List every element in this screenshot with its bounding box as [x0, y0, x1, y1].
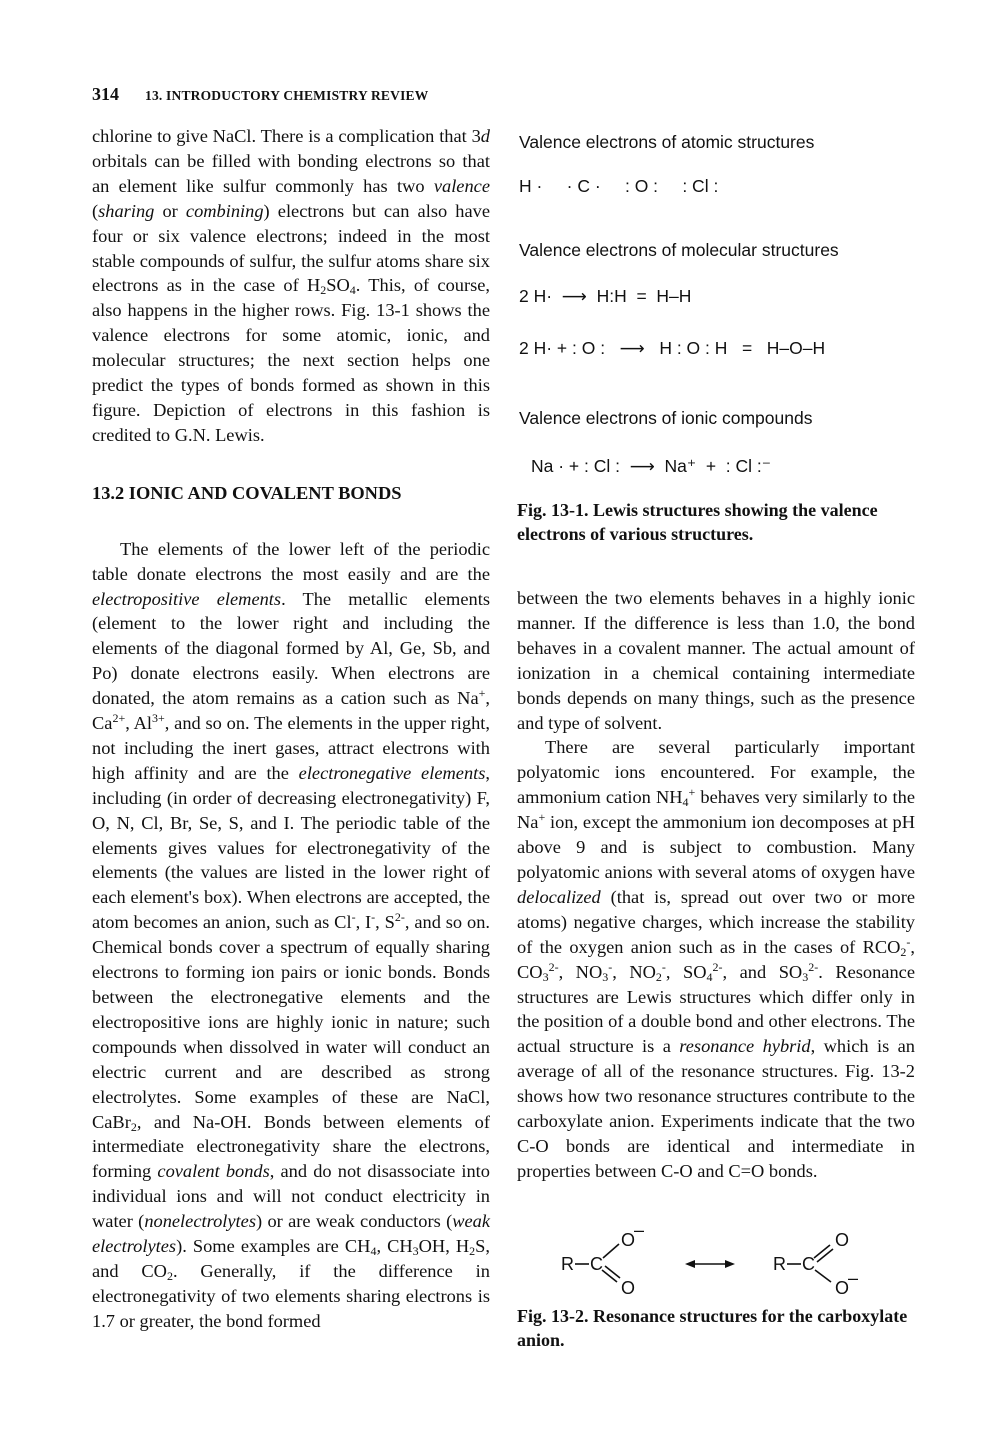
- section-heading: 13.2 IONIC AND COVALENT BONDS: [92, 482, 402, 503]
- superscript: 2-: [394, 910, 405, 925]
- superscript: 2+: [112, 711, 126, 726]
- bond-line: [815, 1270, 831, 1282]
- subscript: 2: [320, 283, 327, 298]
- text: , and so on. Chemical bonds cover a spectrum of equally sharing electrons to forming ion pairs or ionic bonds. Bonds between the electronegative elements and the electropositive ions are highly ionic in nature; such compounds when dissolved in water will conduct an electric current and are described as strong electrolytes. Some examples of these are NaCl, CaBr: [92, 912, 490, 1132]
- text-italic: resonance hybrid: [679, 1036, 811, 1057]
- right-text: [517, 586, 915, 1184]
- text: S, and CO: [92, 1236, 490, 1281]
- superscript: -: [351, 910, 356, 925]
- text: , CH: [376, 1236, 413, 1257]
- text: (: [92, 200, 99, 221]
- subscript: 4: [370, 1244, 377, 1259]
- text-italic: delocalized: [517, 886, 601, 907]
- text: , and so on. The elements in the upper right, not including the inert gases, attract electrons with high affinity and are the: [92, 713, 490, 783]
- text: There are several particularly important polyatomic ions encountered. For example, the ammonium cation NH: [517, 737, 915, 808]
- text: . This, of course, also happens in the higher rows. Fig. 13-1 shows the valence electrons for some atomic, ionic, and molecular structures; the next section helps one predict the types of bonds formed as shown in this figure. Depiction of electrons in this fashion is credited to G.N. Lewis.: [92, 275, 490, 445]
- text: , S: [375, 912, 395, 933]
- figure-lewis-structures: [517, 124, 915, 494]
- lewis-molecular-hydrogen: 2 H· ⟶ H:H = H–H: [519, 286, 692, 306]
- bond-line: [817, 1249, 833, 1262]
- paragraph: between the two elements behaves in a highly ionic manner. If the difference is less than 1.0, the bond behaves in a covalent manner. The actual amount of ionization in a chemical containing intermediate bonds depends on many things, such as the presence and type of solvent.: [517, 588, 915, 733]
- text: , and do not disassociate into individual ions and will not conduct electricity in water (: [92, 1161, 490, 1232]
- negative-charge: –: [848, 1267, 859, 1288]
- text: The elements of the lower left of the periodic table donate electrons the most easily and are the: [92, 538, 490, 584]
- text-italic: covalent bonds: [157, 1161, 270, 1182]
- subscript: 4: [682, 795, 689, 810]
- text: or: [154, 200, 186, 221]
- text: , SO: [665, 961, 707, 982]
- arrow-head-right: [725, 1260, 735, 1268]
- paragraph: [92, 537, 490, 1334]
- text-italic: sharing: [98, 200, 155, 221]
- subscript: 3: [412, 1244, 419, 1259]
- bond-line: [605, 1266, 620, 1278]
- superscript: -: [371, 910, 376, 925]
- text: . Generally, if the difference in electronegativity of two elements sharing electrons is 1.7 or greater, the bond formed: [92, 1260, 490, 1331]
- lewis-molecular-water: 2 H· + : O : ⟶ H : O : H = H–O–H: [519, 338, 826, 358]
- subscript: 2: [469, 1244, 476, 1259]
- figure-heading-molecular: Valence electrons of molecular structures: [519, 240, 839, 260]
- text: orbitals can be filled with bonding electrons so that an element like sulfur commonly has two: [92, 150, 490, 196]
- text: , NO: [558, 961, 603, 982]
- text: ). Some examples are CH: [176, 1236, 371, 1257]
- text: ion, except the ammonium ion decomposes at pH above 9 and is subject to combustion. Many polyatomic anions with several atoms of oxygen have: [517, 812, 915, 882]
- superscript: +: [478, 686, 486, 701]
- text: ) electrons but can also have four or six valence electrons; indeed in the most stable compounds of sulfur, the sulfur atoms share six electrons as in the case of H: [92, 200, 490, 296]
- figure-caption: Fig. 13-1. Lewis structures showing the valence electrons of various structures.: [517, 500, 878, 544]
- superscript: 2-: [712, 959, 723, 974]
- text: OH, H: [418, 1236, 470, 1257]
- text: SO: [326, 275, 350, 296]
- superscript: +: [688, 785, 696, 800]
- text: . Resonance structures are Lewis structures which differ only in the position of a double bond and other electrons. The actual structure is a: [517, 961, 915, 1057]
- carbon-label: C: [802, 1253, 815, 1274]
- superscript: 2-: [808, 959, 819, 974]
- oxygen-label: O: [621, 1277, 636, 1298]
- text: chlorine to give NaCl. There is a complication that 3: [92, 126, 481, 146]
- text: (that is, spread out over two or more atoms) negative charges, which increase the stability of the oxygen anion such as in the cases of RCO: [517, 886, 915, 957]
- figure-caption: Fig. 13-2. Resonance structures for the carboxylate anion.: [517, 1305, 908, 1350]
- text: . The metallic elements (element to the lower right and including the elements of the diagonal formed by Al, Ge, Sb, and Po) donate electrons easily. When electrons are donated, the atom remains as a cation such as Na: [92, 588, 490, 709]
- subscript: 2: [900, 944, 907, 959]
- bond-line: [602, 1270, 617, 1282]
- lewis-ionic-sodium-chloride: Na · + : Cl : ⟶ Na⁺ + : Cl :⁻: [531, 456, 772, 476]
- superscript: -: [608, 959, 613, 974]
- r-group-label: R: [561, 1253, 574, 1274]
- text: , CO: [517, 936, 915, 982]
- subscript: 2: [130, 1119, 137, 1134]
- text-italic: valence: [433, 175, 490, 196]
- oxygen-label: O: [835, 1229, 850, 1250]
- r-group-label: R: [773, 1253, 786, 1274]
- text: , Ca: [92, 688, 490, 734]
- text: , and SO: [722, 961, 803, 982]
- subscript: 3: [802, 969, 809, 984]
- paragraph: [92, 124, 490, 448]
- superscript: +: [538, 810, 546, 825]
- right-column: [517, 124, 915, 1352]
- paragraph: [517, 735, 915, 1183]
- subscript: 2: [166, 1268, 173, 1283]
- page-number: 314: [92, 84, 119, 104]
- resonance-diagram: [517, 1218, 915, 1304]
- subscript: 3: [602, 969, 609, 984]
- superscript: 2-: [548, 959, 559, 974]
- negative-charge: –: [634, 1219, 645, 1240]
- subscript: 3: [542, 969, 549, 984]
- figure-carboxylate-resonance: [517, 1218, 915, 1304]
- arrow-head-left: [685, 1260, 695, 1268]
- text: behaves very similarly to the Na: [517, 787, 915, 833]
- text: ) or are weak conductors (: [255, 1211, 453, 1232]
- superscript: -: [661, 959, 666, 974]
- text-italic: combining: [185, 200, 264, 221]
- subscript: 4: [349, 283, 356, 298]
- text-italic: weak electrolytes: [92, 1211, 491, 1257]
- superscript: 3+: [151, 711, 165, 726]
- text-italic: nonelectrolytes: [144, 1211, 256, 1232]
- text-italic: electropositive elements: [92, 588, 282, 609]
- lewis-atomic-structures: H · · C · : O : : Cl :: [519, 176, 719, 196]
- figure-heading-ionic: Valence electrons of ionic compounds: [519, 408, 813, 428]
- superscript: -: [906, 934, 911, 949]
- text: , I: [355, 912, 372, 933]
- text-italic: electronegative elements: [298, 762, 486, 783]
- bond-line: [603, 1244, 619, 1258]
- text: , which is an average of all of the resonance structures. Fig. 13-2 shows how two resonance structures contribute to the carboxylate anion. Experiments indicate that the two C-O bonds are identical and intermediate in properties between C-O and C=O bonds.: [517, 1036, 916, 1181]
- carbon-label: C: [590, 1253, 603, 1274]
- running-head: 13. INTRODUCTORY CHEMISTRY REVIEW: [145, 88, 429, 103]
- text: , Al: [125, 713, 152, 734]
- text: , NO: [612, 961, 656, 982]
- text: , including (in order of decreasing electronegativity) F, O, N, Cl, Br, Se, S, and I. The periodic table of the elements gives values for electronegativity of the elements (the values are listed in the lower right of each element's box). When electrons are accepted, the atom becomes an anion, such as Cl: [92, 762, 491, 933]
- figure-heading-atomic: Valence electrons of atomic structures: [519, 132, 815, 152]
- bond-line: [814, 1245, 830, 1258]
- text-italic: d: [480, 126, 490, 146]
- oxygen-label: O: [621, 1229, 636, 1250]
- subscript: 2: [655, 969, 662, 984]
- text: , and Na-OH. Bonds between elements of intermediate electronegativity share the electrons, forming: [92, 1111, 490, 1182]
- oxygen-label: O: [835, 1277, 850, 1298]
- page-header: [92, 84, 428, 110]
- left-column: [92, 124, 490, 1334]
- subscript: 4: [706, 969, 713, 984]
